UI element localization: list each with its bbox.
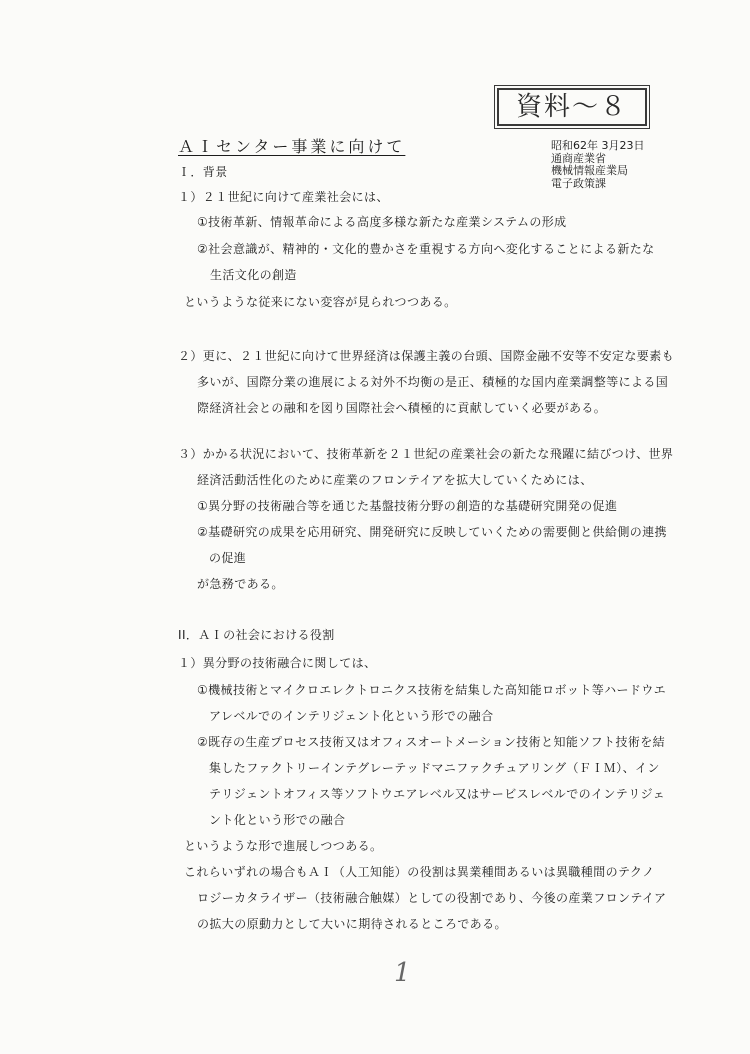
paragraph-line: これらいずれの場合もＡＩ（人工知能）の役割は異業種間あるいは異職種間のテクノ bbox=[184, 865, 655, 879]
list-item-continuation: テリジェントオフィス等ソフトウエアレベル又はサービスレベルでのインテリジェ bbox=[209, 787, 666, 801]
section-heading: II．ＡＩの社会における役割 bbox=[178, 628, 335, 642]
issuer-bureau: 機械情報産業局 bbox=[551, 164, 628, 177]
list-item-continuation: の促進 bbox=[209, 551, 247, 565]
paragraph-line: ３）かかる状況において、技術革新を２１世紀の産業社会の新たな飛躍に結びつけ、世界 bbox=[178, 447, 674, 461]
paragraph-line: 際経済社会との融和を図り国際社会へ積極的に貢献していく必要がある。 bbox=[197, 401, 607, 415]
document-title: ＡＩセンター事業に向けて bbox=[178, 137, 406, 156]
paragraph-line: というような形で進展しつつある。 bbox=[184, 839, 383, 853]
paragraph-line: 多いが、国際分業の進展による対外不均衡の是正、積極的な国内産業調整等による国 bbox=[197, 375, 669, 389]
list-item-continuation: 生活文化の創造 bbox=[210, 268, 297, 282]
issuer-division: 電子政策課 bbox=[551, 176, 606, 190]
list-item: ①技術革新、情報革命による高度多様な新たな産業システムの形成 bbox=[197, 215, 567, 229]
paragraph-line: というような従来にない変容が見られつつある。 bbox=[184, 295, 457, 309]
paragraph-line: ロジーカタライザー（技術融合触媒）としての役割であり、今後の産業フロンテイア bbox=[197, 891, 667, 905]
section-heading: Ｉ．背景 bbox=[178, 165, 228, 179]
list-item: ②既存の生産プロセス技術又はオフィスオートメーション技術と知能ソフト技術を結 bbox=[197, 735, 666, 749]
paragraph-line: １）２１世紀に向けて産業社会には、 bbox=[178, 190, 389, 204]
list-item-continuation: アレベルでのインテリジェント化という形での融合 bbox=[209, 709, 494, 723]
document-stamp: 資料〜８ bbox=[497, 88, 647, 126]
paragraph-line: ２）更に、２１世紀に向けて世界経済は保護主義の台頭、国際金融不安等不安定な要素も bbox=[178, 349, 675, 363]
paragraph-line: の拡大の原動力として大いに期待されるところである。 bbox=[197, 917, 507, 931]
page-number: 1 bbox=[394, 958, 411, 988]
list-item: ②基礎研究の成果を応用研究、開発研究に反映していくための需要側と供給側の連携 bbox=[197, 525, 667, 539]
list-item: ②社会意識が、精神的・文化的豊かさを重視する方向へ変化することによる新たな bbox=[197, 242, 655, 256]
list-item: ①機械技術とマイクロエレクトロニクス技術を結集した高知能ロボット等ハードウエ bbox=[197, 683, 667, 697]
list-item-continuation: 集したファクトリーインテグレーテッドマニファクチュアリング（ＦＩＭ）、イン bbox=[209, 761, 660, 775]
list-item: ①異分野の技術融合等を通じた基盤技術分野の創造的な基礎研究開発の促進 bbox=[197, 499, 618, 513]
paragraph-line: １）異分野の技術融合に関しては、 bbox=[178, 656, 377, 670]
issue-date: 昭和62年 3月23日 bbox=[551, 139, 645, 152]
issuer-block bbox=[551, 140, 645, 190]
paragraph-line: が急務である。 bbox=[197, 577, 284, 591]
list-item-continuation: ント化という形での融合 bbox=[209, 813, 346, 827]
issuer-ministry: 通商産業省 bbox=[551, 151, 606, 165]
paragraph-line: 経済活動活性化のために産業のフロンテイアを拡大していくためには、 bbox=[197, 473, 593, 487]
